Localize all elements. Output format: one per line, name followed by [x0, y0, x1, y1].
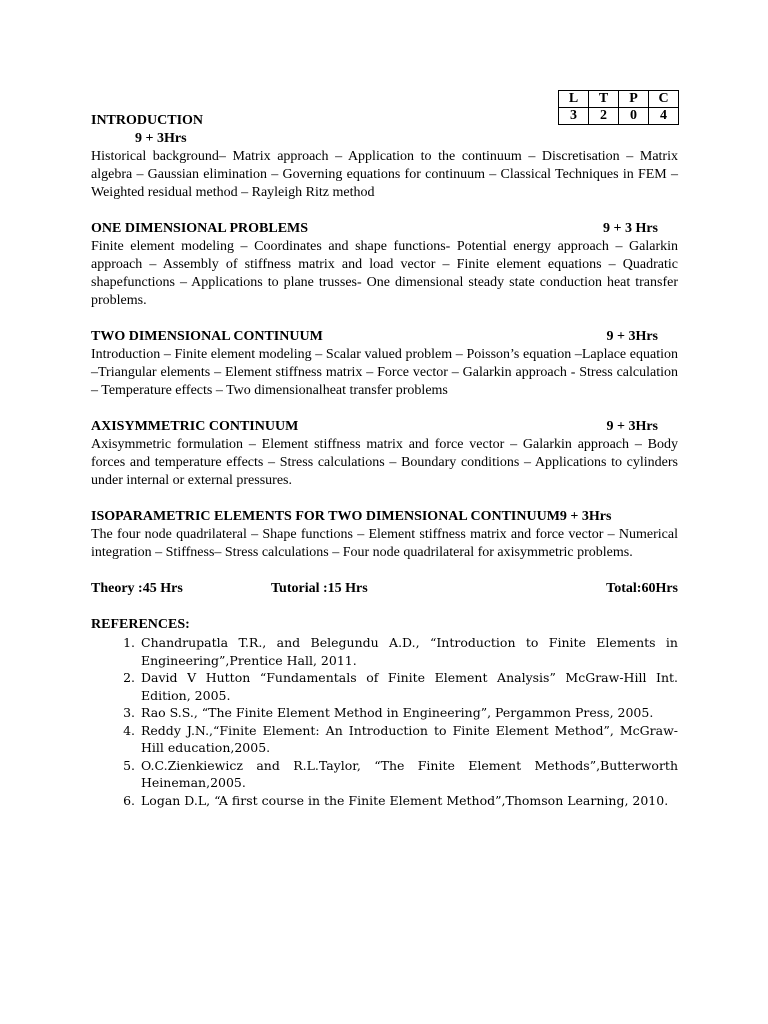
reference-item: 3. Rao S.S., “The Finite Element Method in Engineering”, Pergammon Press, 2005. — [139, 704, 678, 722]
ltpc-value-c: 4 — [649, 108, 679, 125]
section-title: INTRODUCTION — [91, 113, 204, 128]
ltpc-header-l: L — [559, 91, 589, 108]
section-hours: 9 + 3 Hrs — [602, 221, 658, 236]
syllabus-page — [91, 88, 678, 809]
section-content: Historical background– Matrix approach – Application to the continuum – Discretisation – Matrix algebra – Gaussian elimination – Governing equations for continuum – Classical Techniques in FEM – Weighted residual method – Rayleigh Ritz method — [91, 149, 678, 200]
section-title: TWO DIMENSIONAL CONTINUUM — [91, 329, 323, 344]
section-two-dimensional-continuum — [91, 328, 678, 400]
ltpc-header-t: T — [589, 91, 619, 108]
hours-totals — [91, 580, 678, 598]
section-isoparametric-elements — [91, 508, 678, 562]
section-heading — [91, 220, 678, 238]
theory-hours: Theory :45 Hrs — [91, 581, 183, 596]
section-hours: 9 + 3Hrs — [135, 131, 187, 146]
total-hours: Total:60Hrs — [606, 581, 678, 596]
section-content: Introduction – Finite element modeling – Scalar valued problem – Poisson’s equation –Laplace equation –Triangular elements – Element stiffness matrix – Force vector – Galarkin approach - Stress calculation – Temperature effects – Two dimensionalheat transfer problems — [91, 347, 678, 398]
references-list — [91, 634, 678, 809]
reference-item: 1. Chandrupatla T.R., and Belegundu A.D., “Introduction to Finite Elements in Engineering”,Prentice Hall, 2011. — [139, 634, 678, 669]
references-section — [91, 616, 678, 809]
section-hours: 9 + 3Hrs — [606, 329, 658, 344]
section-heading — [91, 418, 678, 436]
reference-item: 5. O.C.Zienkiewicz and R.L.Taylor, “The Finite Element Methods”,Butterworth Heineman,2005. — [139, 757, 678, 792]
reference-item: 2. David V Hutton “Fundamentals of Finite Element Analysis” McGraw-Hill Int. Edition, 2005. — [139, 669, 678, 704]
section-axisymmetric-continuum — [91, 418, 678, 490]
section-one-dimensional-problems — [91, 220, 678, 310]
reference-item: 4. Reddy J.N.,“Finite Element: An Introduction to Finite Element Method”, McGraw-Hill education,2005. — [139, 722, 678, 757]
ltpc-value-t: 2 — [589, 108, 619, 125]
section-title: ONE DIMENSIONAL PROBLEMS — [91, 221, 309, 236]
ltpc-value-l: 3 — [559, 108, 589, 125]
section-title: ISOPARAMETRIC ELEMENTS FOR TWO DIMENSIONAL CONTINUUM9 + 3Hrs — [91, 509, 612, 524]
section-heading — [91, 328, 678, 346]
ltpc-header-c: C — [649, 91, 679, 108]
tutorial-hours: Tutorial :15 Hrs — [271, 581, 368, 596]
ltpc-value-p: 0 — [619, 108, 649, 125]
ltpc-header-p: P — [619, 91, 649, 108]
section-hours: 9 + 3Hrs — [606, 419, 658, 434]
section-content: Finite element modeling – Coordinates and shape functions- Potential energy approach – Galarkin approach – Assembly of stiffness matrix and load vector – Finite element equations – Quadratic shapefunctions – Applications to plane trusses- One dimensional steady state conduction heat transfer problems. — [91, 239, 678, 308]
section-content: The four node quadrilateral – Shape functions – Element stiffness matrix and force vector – Numerical integration – Stiffness– Stress calculations – Four node quadrilateral for axisymmetric problems. — [91, 527, 678, 560]
section-introduction — [91, 112, 678, 202]
reference-item: 6. Logan D.L, “A first course in the Finite Element Method”,Thomson Learning, 2010. — [139, 792, 678, 810]
references-title: REFERENCES: — [91, 617, 190, 632]
section-heading — [91, 508, 678, 526]
section-content: Axisymmetric formulation – Element stiffness matrix and force vector – Galarkin approach – Body forces and temperature effects – Stress calculations – Boundary conditions – Applications to cylinders under internal or external pressures. — [91, 437, 678, 488]
section-title: AXISYMMETRIC CONTINUUM — [91, 419, 299, 434]
